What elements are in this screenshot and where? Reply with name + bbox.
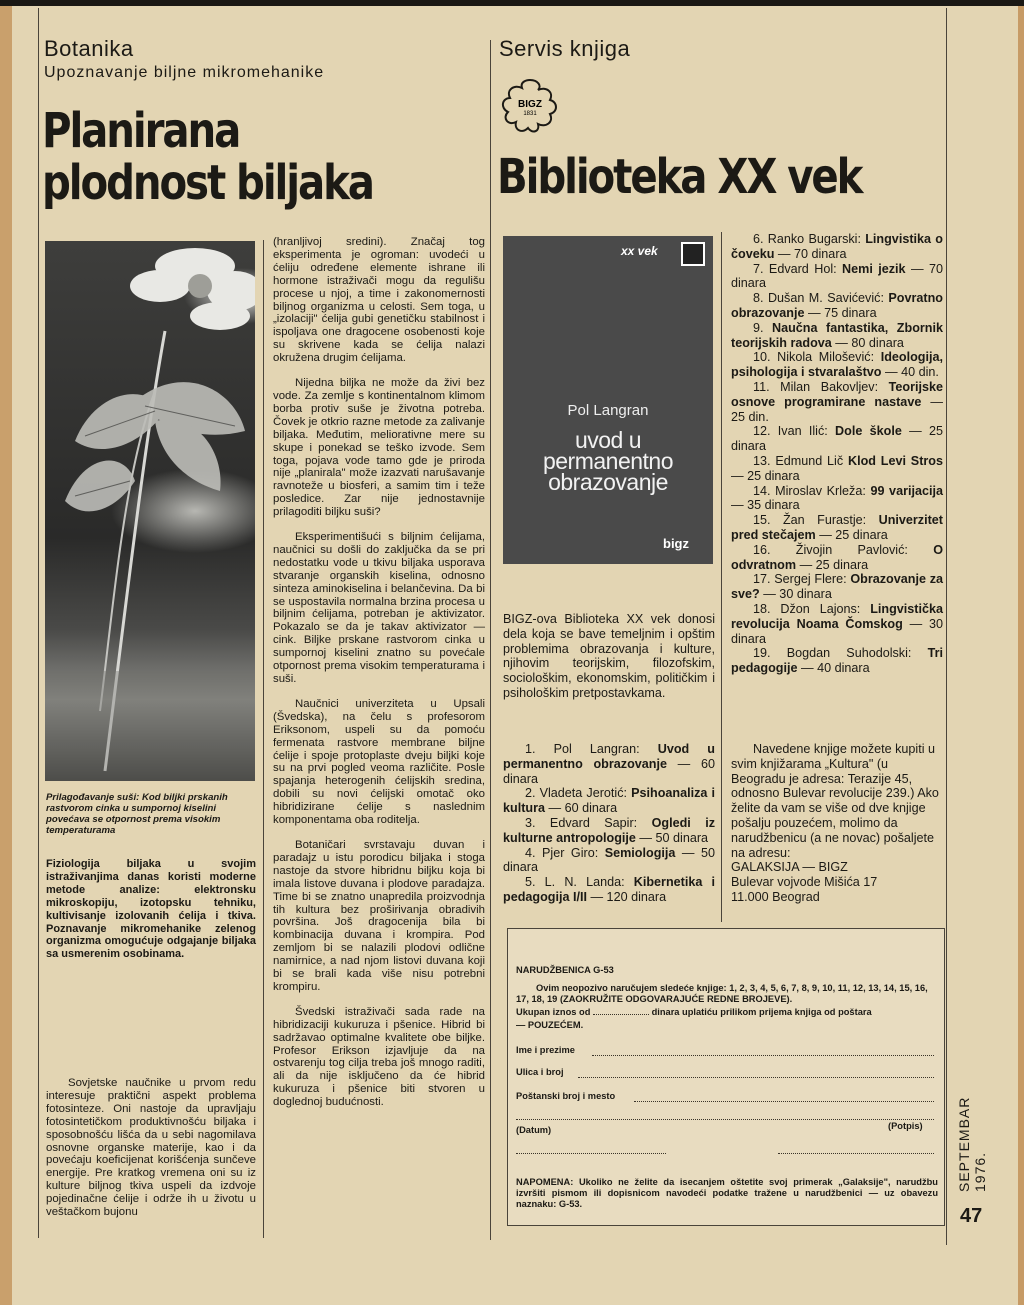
body-paragraph: Nijedna biljka ne može da živi bez vode. Za zemlje s kontinentalnom klimom borba protiv suše je životna potreba. Čovek je otkrio razne metode za zalivanje biljaka. Međutim, meliorativne mere su skupe i ponekad se teško izvode. Sem toga, pojava vode tamo gde je priroda nije „planirala" može izazvati narušavanje ravnoteže u biosferi, a samim tim i teže posledice. Zar nije jednostavnije prilagoditi biljku suši? [273,377,485,519]
book-price: — 75 dinara [804,305,877,320]
amount-suffix: dinara uplatiću prilikom prijema knjiga od poštara [651,1007,872,1017]
cover-title [503,427,713,495]
order-form-title: NARUDŽBENICA G-53 [516,965,614,975]
book-title: Teorijske osnove programirane nastave [731,379,943,409]
photo-caption: Prilagođavanje suši: Kod biljki prskanih rastvorom cinka u sumpornoj kiselini povećava se otpornost prema visokim temperaturama [46,792,228,836]
book-title: Kibernetika i pedagogija I/II [503,875,715,904]
address-line: Bulevar vojvode Mišića 17 [731,875,878,890]
book-price: — 25 dinara [731,424,943,454]
book-price: — 120 dinara [586,889,667,904]
postal-field[interactable] [634,1101,934,1102]
extra-line[interactable] [516,1119,934,1120]
book-list-item [731,321,943,351]
book-list-item [503,816,715,846]
street-field[interactable] [578,1077,934,1078]
book-price: — 30 dinara [759,587,832,602]
order-info [731,742,943,905]
book-title: Lingvistička revolucija Noama Čomskog [731,601,943,631]
book-price: — 40 dinara [797,661,870,676]
book-author: 14. Miroslav Krleža: [753,483,871,498]
book-list-item [503,742,715,786]
book-author: 17. Sergej Flere: [753,572,851,587]
book-author: 13. Edmund Lič [753,453,848,468]
body-paragraph: Eksperimentišući s biljnim ćelijama, naučnici su došli do zaključka da se pri nedostatku vode u tkivu biljaka usporava stvaranje organskih kiselina, odnosno sinteza aminokiselina i belančevina. Da bi se uspostavila normalna brzina procesa u biljnim ćelijama, potreban je aktivizator. Pokazalo se da je takav aktivizator — cink. Biljke prskane rastvorom cinka u sumpornoj kiselini znatno su povećale otpornost prema visokim temperaturama i suši. [273,531,485,685]
book-price: — 25 dinara [796,557,869,572]
article-col1-bottom [46,1077,256,1231]
book-title: Lingvistika o čoveku [731,232,943,261]
signature-label: (Potpis) [888,1121,923,1131]
book-list-item [731,262,943,292]
body-paragraph: (hranljivoj sredini). Značaj tog eksperimenta je ogroman: uvodeći u ćeliju određene elemente ishrane ili hormone istraživači mogu da regulišu procese u njoj, a time i zakonomernosti biljnog organizma u celosti. Sem toga, u „izolaciji" ćelija gubi genetičku stabilnost i ispoljava one dragocene osobenosti koje su skrivene kada se ćelija nalazi okružena drugim ćelijama. [273,236,485,365]
book-list-item [731,572,943,602]
book-author: 5. L. N. Landa: [525,875,634,890]
cod-label: — POUZEĆEM. [516,1020,584,1030]
book-author: 6. Ranko Bugarski: [753,232,866,246]
book-author: 18. Džon Lajons: [753,601,871,616]
book-list-col2 [731,232,943,676]
book-price: — 35 dinara [731,498,800,513]
footer-month: SEPTEMBAR 1976. [956,1096,988,1192]
date-field[interactable] [516,1153,666,1154]
body-paragraph: Botaničari svrstavaju duvan i paradajz u istu porodicu biljaka i stoga nastoje da stvore hibridnu biljku koja bi imala listove duvana i plodove paradajza. Time bi se znatno unapredila proizvodnja tih kultura bez proširivanja obradivih površina. Još dragocenija bila bi kombinacija duvana i krompira. Pod zemljom bi se nalazili plodovi odlične namirnice, a nad njom listovi duvana koji bi se brali kada više nisu potrebni krompiru. [273,838,485,993]
book-author: 3. Edvard Sapir: [525,815,652,830]
center-divider [490,40,491,1240]
book-list-item [731,543,943,573]
book-title: Klod Levi Stros [847,453,943,468]
book-title: Psihoanaliza i kultura [503,786,715,816]
book-list-item [503,875,715,905]
cover-series-text: xx vek [621,244,658,258]
page-number: 47 [960,1205,983,1227]
book-list-item [731,350,943,380]
book-author: 16. Živojin Pavlović: [753,542,934,557]
left-col-divider [263,240,264,1238]
order-info-text: Navedene knjige možete kupiti u svim knjižarama „Kultura" (u Beogradu je adresa: Terazije 45, odnosno Bulevar revolucije 239.) Ako želite da vam se više od dve knjige pošalju pouzećem, molimo da narudžbenicu (a ne novac) pošaljete na adresu: [731,742,939,860]
anemone-flower-icon [45,241,255,781]
book-title: Tri pedagogije [731,646,943,676]
book-author: 10. Nikola Milošević: [753,350,881,365]
book-price: — 70 dinara [774,246,847,261]
book-list-col1 [503,742,715,905]
note-label: NAPOMENA: [516,1177,574,1187]
book-author: 12. Ivan Ilić: [753,424,836,439]
book-title: Ideologija, psihologija i stvaralaštvo [731,350,943,380]
book-price: — 25 din. [731,394,943,424]
book-author: 19. Bogdan Suhodolski: [753,646,928,661]
section-subtitle: Upoznavanje biljne mikromehanike [44,64,325,81]
right-page-edge [1018,6,1024,1305]
signature-field[interactable] [778,1153,934,1154]
book-list-item [731,484,943,514]
body-paragraph: Naučnici univerziteta u Upsali (Švedska), na čelu s profesorom Eriksonom, uspeli su da pomoću fermenata rastvore membrane biljne ćelije i spoje protoplaste dveju biljki koje su na prvi pogled veoma različite. Posle spajanja heterogenih ćelijskih sredina, dobili su novi ćelijski omotač oko hibridizirane ćelije s naslednim komponentama oba roditelja. [273,697,485,827]
logo-text: BIGZ [518,99,542,110]
section-title-botanika: Botanika [44,36,134,61]
cover-author: Pol Langran [567,402,649,419]
book-author: 11. Milan Bakovljev: [753,379,889,394]
headline-line2: plodnost biljaka [42,155,373,211]
right-col-divider [721,232,722,922]
street-label: Ulica i broj [516,1067,564,1077]
logo-year: 1831 [523,111,537,117]
cover-emblem-icon [681,242,705,266]
right-border [946,8,947,1245]
book-price: — 50 dinara [635,830,709,845]
left-border [38,8,39,1238]
book-list-item [731,513,943,543]
book-author: 7. Edvard Hol: [753,261,843,276]
book-title: Naučna fantastika, Zbornik teorijskih radova [731,320,943,350]
book-title: Nemi jezik [842,261,906,276]
headline-line1: Planirana [42,103,240,159]
date-label: (Datum) [516,1125,552,1135]
book-cover [503,236,713,564]
amount-row [516,1007,938,1018]
book-list-item [731,424,943,454]
lead-paragraph: Fiziologija biljaka u svojim istraživanjima danas koristi moderne metode analize: elektronsku mikroskopiju, izotopsku tehniku, kultivisanje izolovanih ćelija i tkiva. Poznavanje mikromehanike zelenog organizma omogućuje odgajanje biljaka sa usmerenim osobinama. [46,858,256,961]
book-list-item [731,454,943,484]
order-form [507,928,945,1226]
article-col2 [273,236,485,1121]
order-form-text: Ovim neopozivo naručujem sledeće knjige: 1, 2, 3, 4, 5, 6, 7, 8, 9, 10, 11, 12, 13, 14, 15, 16, 17, 18, 19 (ZAOKRUŽITE ODGOVARAJUĆE REDNE BROJEVE). [516,983,928,1005]
book-author: 9. [753,320,773,335]
cover-publisher: bigz [663,536,689,551]
book-title: Obrazovanje za sve? [731,572,943,602]
cover-title-line: uvod u [574,427,642,453]
book-title: Uvod u permanentno obrazovanje [503,742,715,771]
top-edge [0,0,1024,6]
name-label: Ime i prezime [516,1045,575,1055]
flower-photo [45,241,255,781]
book-author: 8. Dušan M. Savićević: [753,291,889,306]
book-author: 1. Pol Langran: [525,742,658,756]
book-title: 99 varijacija [870,483,943,498]
book-title: Semiologija [604,845,676,860]
left-page-edge [0,6,12,1305]
bigz-logo [498,76,562,136]
book-price: — 30 dinara [731,616,943,646]
book-author: 4. Pjer Giro: [525,845,605,860]
book-list-item [731,291,943,321]
book-title: O odvratnom [731,542,943,572]
book-list-item [503,786,715,816]
book-price: — 60 dinara [503,756,715,786]
book-title: Univerzitet pred stečajem [731,513,943,542]
book-price: — 60 dinara [545,801,618,816]
amount-label: Ukupan iznos od [516,1007,591,1017]
postal-label: Poštanski broj i mesto [516,1091,616,1101]
address-line: 11.000 Beograd [731,889,820,904]
note-text: Ukoliko ne želite da isecanjem oštetite svoj primerak „Galaksije", narudžbu izvršiti pismom ili dopisnicom navodeći podatke tražene u narudžbenici — uz obavezu naznaku: G-53. [516,1177,938,1210]
bigz-logo-icon [498,76,562,136]
book-price: — 80 dinara [831,335,904,350]
book-title: Povratno obrazovanje [731,291,943,320]
order-note [516,1177,938,1211]
book-title: Dole škole [835,424,902,439]
amount-field[interactable] [593,1014,649,1015]
name-field[interactable] [592,1055,934,1056]
address-line: GALAKSIJA — BIGZ [731,860,848,875]
body-paragraph: Sovjetske naučnike u prvom redu interesuje praktični aspekt problema fotosinteze. Oni nastoje da upravljaju fotosintetičkom produktivnošću biljaka i sposobnošću lišća da u sebi nagomilava osnovne organske materije, kao i da povećaju koeficijenat korišćenja sunčeve energije. Pre kratkog vremena oni su iz kulture biljnog tkiva uspeli da izdvoje pojedinačne ćelije i održe ih u životu u veštačkom bujonu [46,1077,256,1219]
book-price: — 50 dinara [503,845,715,875]
book-list-item [731,602,943,646]
cover-title-line: permanentno [542,448,674,474]
book-title: Ogledi iz kulturne antropologije [503,815,715,845]
body-paragraph: Švedski istraživači sada rade na hibridizaciji kukuruza i pšenice. Hibrid bi sadržavao optimalne kvalitete obe biljke. Profesor Erikson izjavljuje da na ostvarenju tog cilja treba još mnogo raditi, ali da nije isključeno da će hibrid kukuruza i pšenice biti stvoren u doglednoj budućnosti. [273,1005,485,1109]
series-intro: BIGZ-ova Biblioteka XX vek donosi dela koja se bave temeljnim i opštim problemima obrazovanja i kulture, njihovim teorijskim, filozofskim, sociološkim, ekonomskim, političkim i psihološkim pretpostavkama. [503,612,715,700]
book-price: — 25 dinara [815,527,888,542]
book-list-item [731,646,943,676]
book-price: — 70 dinara [731,261,943,291]
headline-biblioteka: Biblioteka XX vek [497,149,862,205]
book-author: 15. Žan Furastje: [753,513,879,528]
book-price: — 25 dinara [731,468,800,483]
book-author: 2. Vladeta Jerotić: [525,786,632,801]
cover-title-line: obrazovanje [548,469,668,495]
book-list-item [731,380,943,424]
book-list-item [503,846,715,876]
cover-series [621,244,658,258]
section-title-servis: Servis knjiga [499,36,631,61]
book-list-item [731,232,943,262]
book-price: — 40 din. [881,365,939,380]
